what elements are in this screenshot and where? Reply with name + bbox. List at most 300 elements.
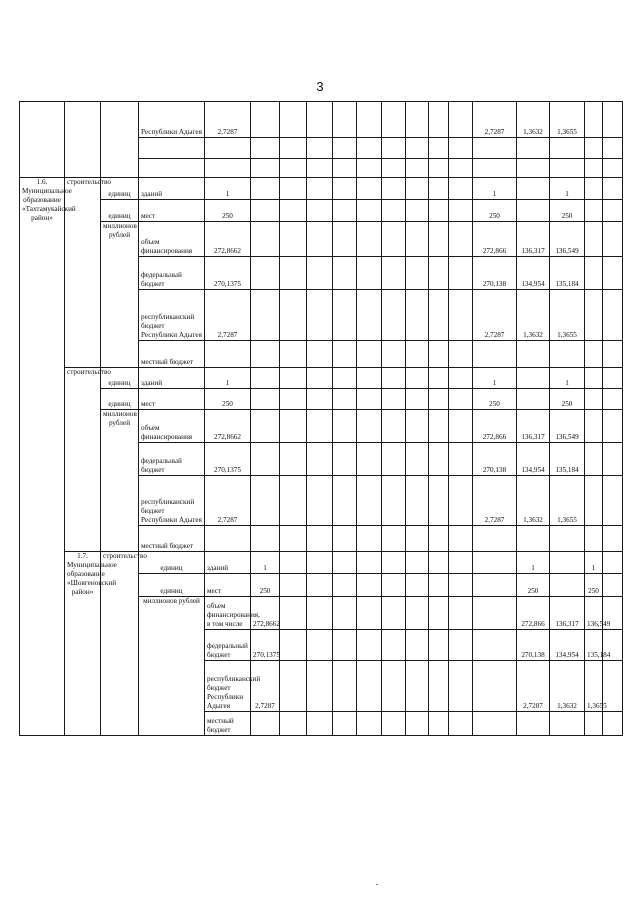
table-cell (603, 574, 623, 597)
table-cell (382, 526, 406, 552)
table-cell (280, 178, 307, 200)
total-cell: 2,7287 (205, 102, 251, 138)
table-cell (280, 552, 307, 574)
table-cell (251, 389, 280, 410)
table-cell (307, 200, 333, 222)
value-2020-cell: 136,317 (517, 222, 550, 257)
table-row (20, 200, 623, 222)
value-2019-cell: 272,866 (473, 410, 517, 443)
indicator-cell: мест (139, 200, 205, 222)
money-unit-cell: миллионов рублей (101, 410, 139, 552)
table-cell (585, 389, 603, 410)
table-cell (280, 290, 307, 341)
table-cell (307, 178, 333, 200)
value-2020-cell (517, 178, 550, 200)
table-cell (382, 443, 406, 476)
table-cell (251, 138, 280, 159)
table-cell (406, 102, 429, 138)
indicator-cell: объем финансирования (139, 222, 205, 257)
table-cell (585, 476, 603, 526)
table-cell (382, 200, 406, 222)
table-cell (382, 102, 406, 138)
table-cell (280, 341, 307, 368)
type-cell: строительство (65, 368, 101, 552)
table-cell (382, 476, 406, 526)
table-cell (406, 597, 429, 630)
table-cell (585, 443, 603, 476)
table-cell (357, 630, 382, 661)
table-cell (307, 389, 333, 410)
indicator-cell (139, 138, 205, 159)
value-2020-cell: 1,3632 (517, 476, 550, 526)
table-cell (473, 552, 517, 574)
value-2019-cell: 270,138 (473, 443, 517, 476)
total-cell: 2,7287 (205, 290, 251, 341)
table-cell (449, 552, 473, 574)
table-cell (280, 222, 307, 257)
table-cell (251, 102, 280, 138)
table-cell (382, 661, 406, 712)
table-cell (449, 574, 473, 597)
table-cell (251, 476, 280, 526)
value-2019-cell: 1 (473, 178, 517, 200)
table-cell (333, 552, 357, 574)
table-cell (429, 368, 449, 389)
value-2019-cell: 1 (473, 368, 517, 389)
value-2019-cell: 250 (473, 389, 517, 410)
table-cell (357, 222, 382, 257)
table-cell (429, 526, 449, 552)
table-cell (251, 410, 280, 443)
table-cell (585, 178, 603, 200)
table-cell (406, 443, 429, 476)
value-2020-cell (550, 574, 585, 597)
table-cell (473, 597, 517, 630)
total-cell: 270,1375 (205, 443, 251, 476)
table-cell (406, 712, 429, 736)
value-2020-cell: 1,3632 (550, 661, 585, 712)
indicator-cell: республиканский бюджет Республики Адыгея (139, 476, 205, 526)
indicator-cell: федеральный бюджет (205, 630, 251, 661)
table-cell (251, 178, 280, 200)
table-cell (357, 138, 382, 159)
type-cell: строительство (65, 178, 101, 368)
table-cell (585, 200, 603, 222)
table-cell (65, 102, 101, 178)
value-2020-cell: 1,3632 (517, 290, 550, 341)
indicator-cell: местный бюджет (205, 712, 251, 736)
entity-cell: 1.7. Муниципальное образование «Шовгеновский район» (65, 552, 101, 736)
table-cell (333, 574, 357, 597)
table-cell (406, 574, 429, 597)
table-cell (382, 341, 406, 368)
table-cell (406, 630, 429, 661)
table-cell (382, 552, 406, 574)
value-2020-cell (550, 712, 585, 736)
table-cell (429, 200, 449, 222)
table-cell (333, 476, 357, 526)
table-cell (357, 178, 382, 200)
table-cell (382, 178, 406, 200)
value-2019-cell: 250 (473, 200, 517, 222)
value-2019-cell: 1 (517, 552, 550, 574)
indicator-cell: местный бюджет (139, 341, 205, 368)
total-cell (205, 526, 251, 552)
table-cell (473, 630, 517, 661)
entity-cell: 1.6. Муниципальное образование «Тахтамукайский район» (20, 178, 65, 736)
table-cell (333, 290, 357, 341)
indicator-cell: зданий (139, 178, 205, 200)
table-cell (357, 102, 382, 138)
table-cell (585, 290, 603, 341)
table-cell (333, 159, 357, 178)
table-cell (357, 410, 382, 443)
table-cell (280, 712, 307, 736)
value-2019-cell (473, 341, 517, 368)
table-cell (382, 290, 406, 341)
indicator-cell: республиканский бюджет Республики Адыгея (205, 661, 251, 712)
table-cell (429, 222, 449, 257)
value-2019-cell: 2,7287 (473, 290, 517, 341)
table-cell (429, 712, 449, 736)
table-cell (603, 476, 623, 526)
unit-cell: единиц (101, 178, 139, 200)
table-cell (307, 574, 333, 597)
value-2021-cell: 250 (585, 574, 603, 597)
value-2020-cell: 136,317 (550, 597, 585, 630)
value-2021-cell: 136,549 (550, 410, 585, 443)
table-cell (406, 341, 429, 368)
table-cell (333, 102, 357, 138)
table-cell (333, 222, 357, 257)
value-2021-cell: 135,184 (550, 257, 585, 290)
value-2020-cell (517, 368, 550, 389)
value-2021-cell (550, 526, 585, 552)
table-cell (280, 368, 307, 389)
table-cell (603, 389, 623, 410)
unit-cell: единиц (139, 552, 205, 574)
table-cell (429, 476, 449, 526)
table-cell (333, 661, 357, 712)
value-2021-cell: 1 (550, 368, 585, 389)
value-2019-cell (517, 712, 550, 736)
table-cell (139, 159, 205, 178)
table-row (20, 368, 623, 389)
table-cell (406, 410, 429, 443)
table-cell (585, 526, 603, 552)
indicator-cell: мест (139, 389, 205, 410)
table-cell (406, 552, 429, 574)
total-cell: 250 (251, 574, 280, 597)
table-cell (280, 159, 307, 178)
value-2021-cell: 136,549 (585, 597, 603, 630)
value-2021-cell: 1,3655 (550, 102, 585, 138)
table-cell (449, 661, 473, 712)
table-cell (449, 200, 473, 222)
table-cell (603, 526, 623, 552)
value-2021-cell (550, 138, 585, 159)
table-cell (382, 712, 406, 736)
table-cell (449, 178, 473, 200)
value-2020-cell: 134,954 (517, 257, 550, 290)
table-cell (473, 661, 517, 712)
table-cell (357, 257, 382, 290)
table-cell (429, 410, 449, 443)
value-2020-cell (517, 138, 550, 159)
table-cell (517, 159, 550, 178)
table-cell (307, 102, 333, 138)
table-cell (603, 712, 623, 736)
table-cell (333, 341, 357, 368)
table-cell (20, 102, 65, 178)
type-cell: строительство (101, 552, 139, 736)
table-cell (603, 102, 623, 138)
table-cell (280, 257, 307, 290)
unit-cell: единиц (139, 574, 205, 597)
indicator-cell: республиканский бюджет Республики Адыгея (139, 290, 205, 341)
table-cell (307, 222, 333, 257)
table-cell (429, 341, 449, 368)
table-cell (429, 630, 449, 661)
indicator-cell: объем финансирования, в том числе (205, 597, 251, 630)
table-cell (603, 410, 623, 443)
table-cell (357, 290, 382, 341)
table-cell (449, 257, 473, 290)
table-cell (406, 476, 429, 526)
indicator-cell: объем финансирования (139, 410, 205, 443)
table-cell (251, 257, 280, 290)
table-cell (585, 222, 603, 257)
table-cell (449, 290, 473, 341)
value-2021-cell: 250 (550, 200, 585, 222)
table-cell (429, 178, 449, 200)
value-2021-cell: 1 (550, 178, 585, 200)
value-2020-cell: 136,317 (517, 410, 550, 443)
value-2020-cell: 134,954 (550, 630, 585, 661)
table-cell (251, 222, 280, 257)
indicator-cell: федеральный бюджет (139, 257, 205, 290)
table-cell (449, 712, 473, 736)
table-cell (333, 138, 357, 159)
table-cell (585, 368, 603, 389)
table-cell (280, 102, 307, 138)
table-cell (382, 597, 406, 630)
table-cell (251, 443, 280, 476)
table-cell (357, 389, 382, 410)
table-cell (307, 290, 333, 341)
total-cell (205, 138, 251, 159)
value-2021-cell: 1 (585, 552, 603, 574)
table-cell (251, 526, 280, 552)
table-cell (333, 257, 357, 290)
table-row (20, 102, 623, 138)
table-cell (280, 574, 307, 597)
table-cell (429, 661, 449, 712)
table-cell (357, 200, 382, 222)
table-cell (603, 222, 623, 257)
table-cell (449, 410, 473, 443)
table-cell (585, 159, 603, 178)
table-cell (280, 661, 307, 712)
value-2021-cell: 136,549 (550, 222, 585, 257)
table-cell (357, 661, 382, 712)
table-cell (307, 341, 333, 368)
total-cell: 1 (251, 552, 280, 574)
table-cell (382, 368, 406, 389)
table-cell (333, 410, 357, 443)
table-cell (449, 476, 473, 526)
table-cell (251, 368, 280, 389)
table-cell (585, 410, 603, 443)
table-cell (333, 443, 357, 476)
table-cell (357, 443, 382, 476)
table-cell (251, 159, 280, 178)
table-cell (333, 389, 357, 410)
table-cell (307, 712, 333, 736)
table-cell (333, 178, 357, 200)
table-cell (280, 630, 307, 661)
unit-cell: единиц (101, 368, 139, 389)
total-cell: 270,1375 (251, 630, 280, 661)
indicator-cell: зданий (205, 552, 251, 574)
value-2019-cell: 270,138 (473, 257, 517, 290)
value-2020-cell: 1,3632 (517, 102, 550, 138)
table-cell (429, 389, 449, 410)
table-cell (603, 443, 623, 476)
value-2020-cell (517, 200, 550, 222)
table-cell (382, 574, 406, 597)
table-cell (603, 200, 623, 222)
table-cell (307, 257, 333, 290)
table-row (20, 389, 623, 410)
value-2021-cell: 135,184 (585, 630, 603, 661)
table-cell (333, 630, 357, 661)
table-cell (406, 257, 429, 290)
total-cell: 1 (205, 178, 251, 200)
table-cell (449, 526, 473, 552)
table-cell (307, 410, 333, 443)
table-cell (251, 200, 280, 222)
table-cell (429, 102, 449, 138)
table-cell (429, 443, 449, 476)
table-cell (406, 159, 429, 178)
table-cell (449, 222, 473, 257)
table-cell (449, 368, 473, 389)
table-cell (603, 257, 623, 290)
table-cell (357, 526, 382, 552)
table-row (20, 222, 623, 257)
table-cell (280, 200, 307, 222)
table-cell (357, 574, 382, 597)
table-cell (473, 159, 517, 178)
table-cell (449, 389, 473, 410)
table-cell (280, 476, 307, 526)
table-cell (449, 630, 473, 661)
table-cell (382, 410, 406, 443)
money-unit-cell: миллионов рублей (139, 597, 205, 736)
value-2019-cell: 250 (517, 574, 550, 597)
table-cell (280, 389, 307, 410)
value-2019-cell: 2,7287 (517, 661, 550, 712)
table-cell (603, 368, 623, 389)
table-cell (406, 526, 429, 552)
table-cell (333, 712, 357, 736)
indicator-cell: федеральный бюджет (139, 443, 205, 476)
table-cell (307, 661, 333, 712)
table-cell (449, 597, 473, 630)
total-cell: 250 (205, 389, 251, 410)
value-2019-cell (473, 526, 517, 552)
table-cell (307, 630, 333, 661)
total-cell: 272,8662 (205, 410, 251, 443)
table-cell (307, 476, 333, 526)
table-cell (307, 443, 333, 476)
table-cell (585, 341, 603, 368)
table-cell (357, 712, 382, 736)
value-2019-cell: 272,866 (517, 597, 550, 630)
total-cell (205, 341, 251, 368)
value-2020-cell (517, 526, 550, 552)
table-cell (473, 574, 517, 597)
table-cell (406, 138, 429, 159)
table-cell (382, 257, 406, 290)
table-cell (585, 257, 603, 290)
value-2020-cell (517, 389, 550, 410)
table-cell (307, 526, 333, 552)
table-cell (333, 597, 357, 630)
table-cell (333, 526, 357, 552)
value-2020-cell (550, 552, 585, 574)
table-cell (429, 597, 449, 630)
table-cell (333, 200, 357, 222)
table-cell (251, 341, 280, 368)
value-2019-cell (473, 138, 517, 159)
total-cell: 272,8662 (251, 597, 280, 630)
table-cell (333, 368, 357, 389)
table-cell (603, 138, 623, 159)
table-cell (382, 222, 406, 257)
value-2019-cell: 270,138 (517, 630, 550, 661)
table-cell (585, 102, 603, 138)
table-cell (429, 290, 449, 341)
table-cell (603, 178, 623, 200)
table-cell (603, 159, 623, 178)
total-cell (251, 712, 280, 736)
table-cell (449, 102, 473, 138)
total-cell: 2,7287 (251, 661, 280, 712)
total-cell: 1 (205, 368, 251, 389)
table-cell (406, 178, 429, 200)
value-2020-cell (517, 341, 550, 368)
table-cell (280, 597, 307, 630)
table-cell (307, 552, 333, 574)
table-cell (429, 552, 449, 574)
table-cell (406, 290, 429, 341)
table-cell (449, 341, 473, 368)
table-row (20, 552, 623, 574)
value-2021-cell (585, 712, 603, 736)
table-cell (205, 159, 251, 178)
value-2019-cell: 2,7287 (473, 102, 517, 138)
table-cell (280, 526, 307, 552)
table-cell (406, 200, 429, 222)
indicator-cell: зданий (139, 368, 205, 389)
table-cell (473, 712, 517, 736)
table-cell (603, 290, 623, 341)
table-cell (406, 661, 429, 712)
table-cell (585, 138, 603, 159)
value-2019-cell: 2,7287 (473, 476, 517, 526)
